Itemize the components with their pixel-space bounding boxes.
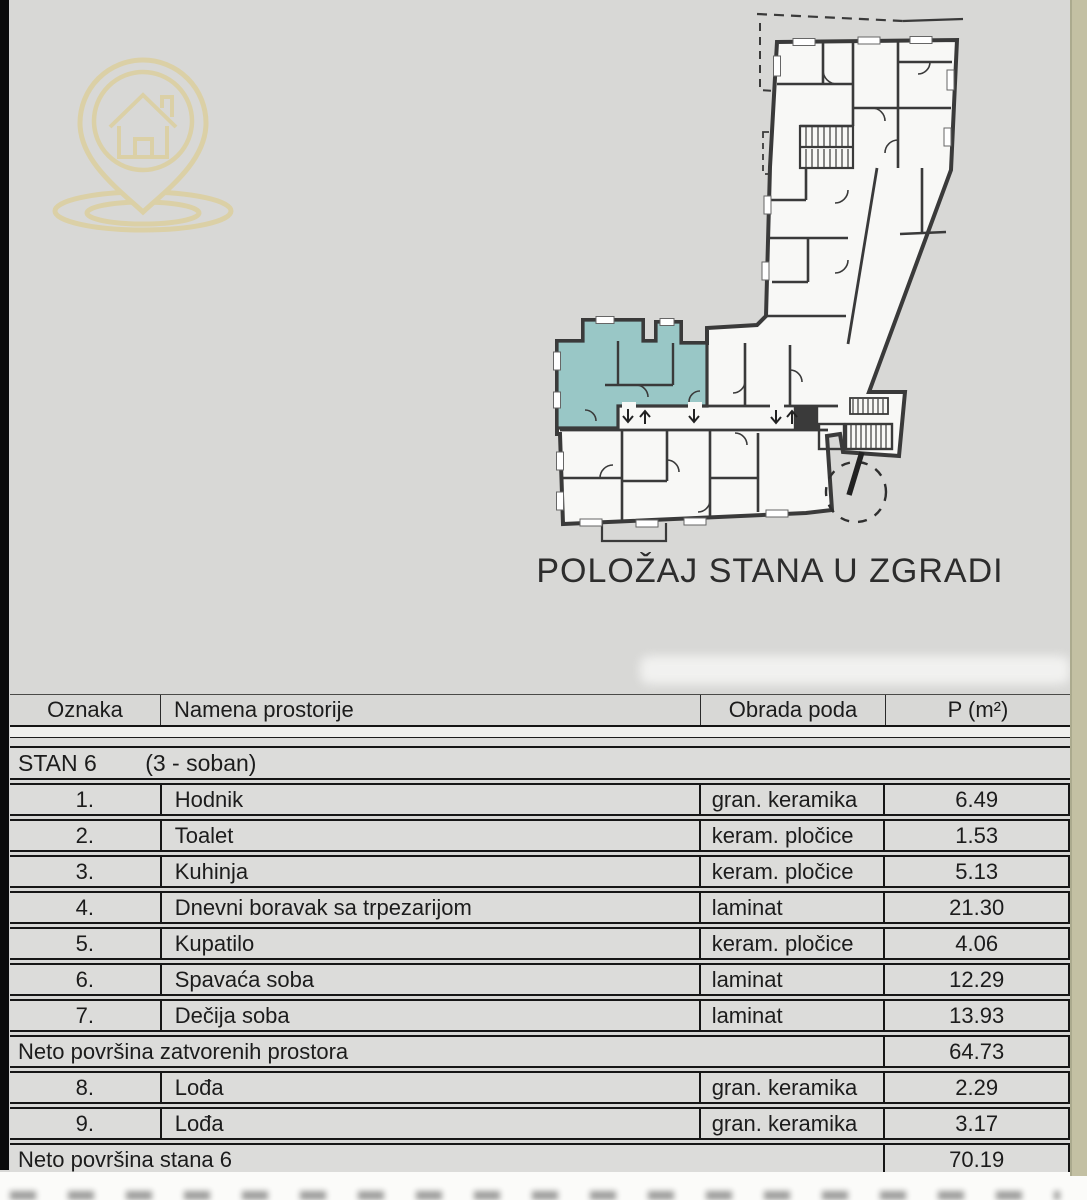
plan-caption: POLOŽAJ STANA U ZGRADI bbox=[536, 552, 1004, 590]
room-area: 2.29 bbox=[883, 1073, 1068, 1102]
row-number: 5. bbox=[75, 931, 95, 956]
row-number: 2. bbox=[75, 823, 95, 848]
building-plan bbox=[554, 14, 964, 541]
floor-finish: laminat bbox=[699, 1001, 884, 1030]
table-row bbox=[10, 1107, 1070, 1140]
header-povrsina: P (m²) bbox=[885, 695, 1070, 725]
summary-area: 70.19 bbox=[883, 1145, 1068, 1174]
table-row bbox=[10, 963, 1070, 996]
room-area: 5.13 bbox=[883, 857, 1068, 886]
row-number: 7. bbox=[75, 1003, 95, 1028]
row-number: 1. bbox=[75, 787, 95, 812]
room-area: 12.29 bbox=[883, 965, 1068, 994]
page-left-edge bbox=[0, 0, 9, 1170]
table-row bbox=[10, 891, 1070, 924]
floor-finish: gran. keramika bbox=[699, 785, 884, 814]
row-number: 8. bbox=[75, 1075, 95, 1100]
floor-finish: keram. pločice bbox=[699, 857, 884, 886]
table-row bbox=[10, 927, 1070, 960]
room-area: 13.93 bbox=[883, 1001, 1068, 1030]
section-row-stan-6 bbox=[10, 746, 1070, 780]
room-name: Dnevni boravak sa trpezarijom bbox=[160, 893, 699, 922]
header-namena-prostorije: Namena prostorije bbox=[160, 695, 700, 725]
table-spacer bbox=[10, 727, 1070, 738]
row-number: 4. bbox=[75, 895, 95, 920]
room-area: 3.17 bbox=[883, 1109, 1068, 1138]
floor-finish: gran. keramika bbox=[699, 1073, 884, 1102]
table-spacer bbox=[10, 738, 1070, 746]
room-name: Kupatilo bbox=[160, 929, 699, 958]
room-name: Lođa bbox=[160, 1073, 699, 1102]
table-body bbox=[10, 783, 1070, 1176]
floor-finish: keram. pločice bbox=[699, 821, 884, 850]
floor-finish: laminat bbox=[699, 893, 884, 922]
compass-north-icon bbox=[826, 452, 886, 522]
floor-finish: laminat bbox=[699, 965, 884, 994]
summary-area: 64.73 bbox=[883, 1037, 1068, 1066]
room-name: Lođa bbox=[160, 1109, 699, 1138]
row-number: 9. bbox=[75, 1111, 95, 1136]
table-header-row bbox=[10, 694, 1070, 727]
room-area: 21.30 bbox=[883, 893, 1068, 922]
row-number: 6. bbox=[75, 967, 95, 992]
room-name: Hodnik bbox=[160, 785, 699, 814]
table-row bbox=[10, 1071, 1070, 1104]
house-location-pin-icon bbox=[55, 60, 231, 230]
floor-finish: keram. pločice bbox=[699, 929, 884, 958]
room-area: 1.53 bbox=[883, 821, 1068, 850]
room-area-table bbox=[10, 694, 1070, 1179]
apartment-name: STAN 6 bbox=[18, 750, 97, 776]
room-name: Dečija soba bbox=[160, 1001, 699, 1030]
floor-finish: gran. keramika bbox=[699, 1109, 884, 1138]
page-right-edge bbox=[1070, 0, 1087, 1176]
table-row bbox=[10, 783, 1070, 816]
room-name: Toalet bbox=[160, 821, 699, 850]
room-name: Spavaća soba bbox=[160, 965, 699, 994]
apartment-type: (3 - soban) bbox=[145, 750, 257, 776]
table-row bbox=[10, 819, 1070, 852]
room-name: Kuhinja bbox=[160, 857, 699, 886]
summary-label: Neto površina zatvorenih prostora bbox=[18, 1039, 349, 1064]
room-area: 6.49 bbox=[883, 785, 1068, 814]
next-page-edge bbox=[10, 1191, 1060, 1200]
header-obrada-poda: Obrada poda bbox=[700, 695, 885, 725]
scan-artifact-band bbox=[640, 656, 1070, 684]
header-oznaka: Oznaka bbox=[47, 697, 123, 722]
summary-label: Neto površina stana 6 bbox=[18, 1147, 233, 1172]
table-row bbox=[10, 999, 1070, 1032]
room-area: 4.06 bbox=[883, 929, 1068, 958]
row-number: 3. bbox=[75, 859, 95, 884]
table-row bbox=[10, 855, 1070, 888]
summary-row bbox=[10, 1035, 1070, 1068]
